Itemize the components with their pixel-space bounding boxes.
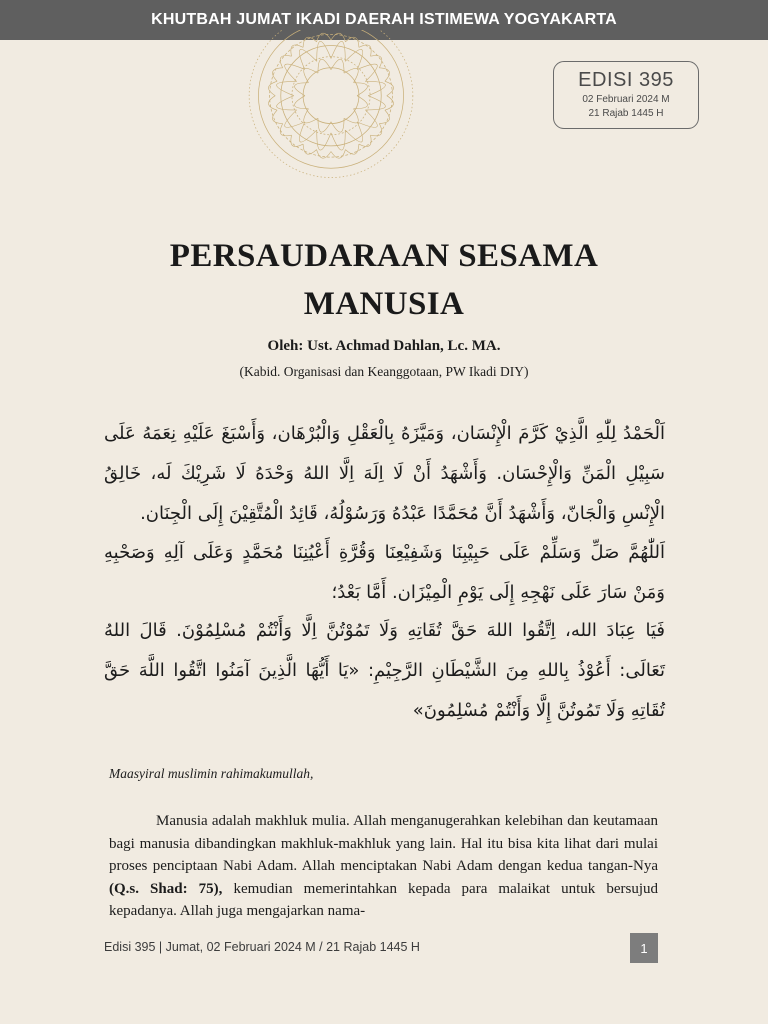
ornament-petal — [344, 109, 358, 123]
ornament-petal — [285, 110, 305, 127]
ornament-petal — [379, 110, 389, 123]
paragraph-text: Manusia adalah makhluk mulia. Allah menganugerahkan kelebihan dan keutamaan bagi manusia dibandingkan makhluk-makhluk yang lain. Hal itu bisa kita lihat dari mulai proses penciptaan Nabi Adam. Allah menciptakan Nabi Adam dengan kedua tangan-Nya — [109, 813, 658, 874]
ornament-petal — [303, 37, 316, 47]
quran-reference: (Q.s. Shad: 75), — [109, 880, 223, 897]
ornament-petal — [291, 45, 303, 56]
ornament-petal — [357, 64, 377, 81]
ornament-petal — [269, 96, 278, 110]
ornament-petal — [331, 59, 344, 73]
mandala-ornament — [238, 30, 424, 180]
ornament-petal — [359, 135, 371, 146]
ornament-petal — [318, 59, 331, 73]
ornament-petal — [303, 144, 316, 154]
ornament-petal — [354, 83, 368, 96]
author-affiliation: (Kabid. Organisasi dan Keanggotaan, PW Ikadi DIY) — [239, 364, 529, 379]
ornament-petal — [365, 81, 385, 95]
body-paragraph — [109, 810, 658, 923]
ornament-petal — [331, 118, 344, 132]
ornament-petal — [277, 96, 297, 110]
edition-hijri-date: 21 Rajab 1445 H — [588, 108, 664, 119]
ornament-petal — [370, 56, 381, 68]
ornament-petal — [273, 68, 283, 81]
ornament-petal — [317, 130, 331, 150]
ornament-petal — [291, 135, 303, 146]
ornament-petal — [285, 64, 305, 81]
ornament-petal — [318, 118, 331, 132]
ornament-petal — [345, 37, 358, 47]
paragraph-text-continued: kemudian memerintahkan kepada para malaikat untuk bersujud kepadanya. Allah juga mengajarkan nama- — [109, 880, 658, 919]
ornament-petal — [357, 110, 377, 127]
edition-box — [553, 61, 699, 129]
ornament-petal — [295, 96, 309, 109]
ornament-petal — [304, 68, 318, 82]
ornament-petal — [273, 110, 283, 123]
author-line: Oleh: Ust. Achmad Dahlan, Lc. MA. — [267, 338, 501, 354]
footer-edition-info: Edisi 395 | Jumat, 02 Februari 2024 M / 21 Rajab 1445 H — [104, 940, 420, 954]
ornament-petal — [345, 144, 358, 154]
ornament-petal — [280, 124, 291, 136]
article-title: PERSAUDARAAN SESAMA MANUSIA — [169, 238, 599, 322]
ornament-petal — [299, 122, 316, 142]
ornament-petal — [370, 124, 381, 136]
ornament-petal — [269, 81, 278, 95]
arabic-opening-taqwa: فَيَا عِبَادَ الله، اِتَّقُوا اللهَ حَقَّ تُقَاتِهِ وَلَا تَمُوْتُنَّ اِلَّا وَأَنْتُمْ مُسْلِمُوْنَ. قَالَ اللهُ تَعَالَى: أَعُوْذُ بِاللهِ مِنَ الشَّيْطَانِ الرَّجِيْمِ: «يَا أَيُّهَا الَّذِينَ آمَنُوا اتَّقُوا اللَّهَ حَقَّ تُقَاتِهِ وَلَا تَمُوتُنَّ إِلَّا وَأَنْتُمْ مُسْلِمُونَ» — [104, 620, 665, 721]
ornament-petal — [359, 45, 371, 56]
arabic-opening-salawat: اَللّٰهُمَّ صَلِّ وَسَلِّمْ عَلَى حَبِيْبِنَا وَشَفِيْعِنَا وَقُرَّةِ أَعْيُنِنَا مُحَمَّدٍ وَعَلَى آلِهِ وَصَحْبِهِ وَمَنْ سَارَ عَلَى نَهْجِهِ إِلَى يَوْمِ الْمِيْزَان. أَمَّا بَعْدُ؛ — [104, 542, 665, 603]
ornament-petal — [299, 49, 316, 69]
sermon-greeting: Maasyiral muslimin rahimakumullah, — [109, 766, 314, 781]
ornament-petal — [280, 56, 291, 68]
edition-label: EDISI 395 — [578, 69, 674, 91]
ornament-petal — [304, 109, 318, 123]
ornament-petal — [379, 68, 389, 81]
ornament-petal — [331, 41, 345, 61]
ornament-petal — [354, 96, 368, 109]
ornament-petal — [344, 68, 358, 82]
publication-title: KHUTBAH JUMAT IKADI DAERAH ISTIMEWA YOGYAKARTA — [151, 11, 617, 28]
edition-gregorian-date: 02 Februari 2024 M — [582, 94, 670, 105]
ornament-petal — [345, 49, 362, 69]
ornament-petal — [295, 83, 309, 96]
page-number: 1 — [630, 933, 658, 963]
ornament-petal — [345, 122, 362, 142]
arabic-opening-praise: اَلْحَمْدُ لِلّٰهِ الَّذِيْ كَرَّمَ الْإِنْسَان، وَمَيَّزَهُ بِالْعَقْلِ وَالْبُرْهَان، وَأَسْبَغَ عَلَيْهِ نِعَمَهُ عَلَى سَبِيْلِ الْمَنِّ وَالْإِحْسَان. وَأَشْهَدُ أَنْ لَا اِلَهَ اِلَّا اللهُ وَحْدَهُ لَا شَرِيْكَ لَه، خَالِقُ الْإِنْسِ وَالْجَانّ، وَأَشْهَدُ أَنَّ مُحَمَّدًا عَبْدُهُ وَرَسُوْلُهُ، قَائِدُ الْمُتَّقِيْنَ إِلَى الْجِنَان. — [104, 423, 665, 524]
